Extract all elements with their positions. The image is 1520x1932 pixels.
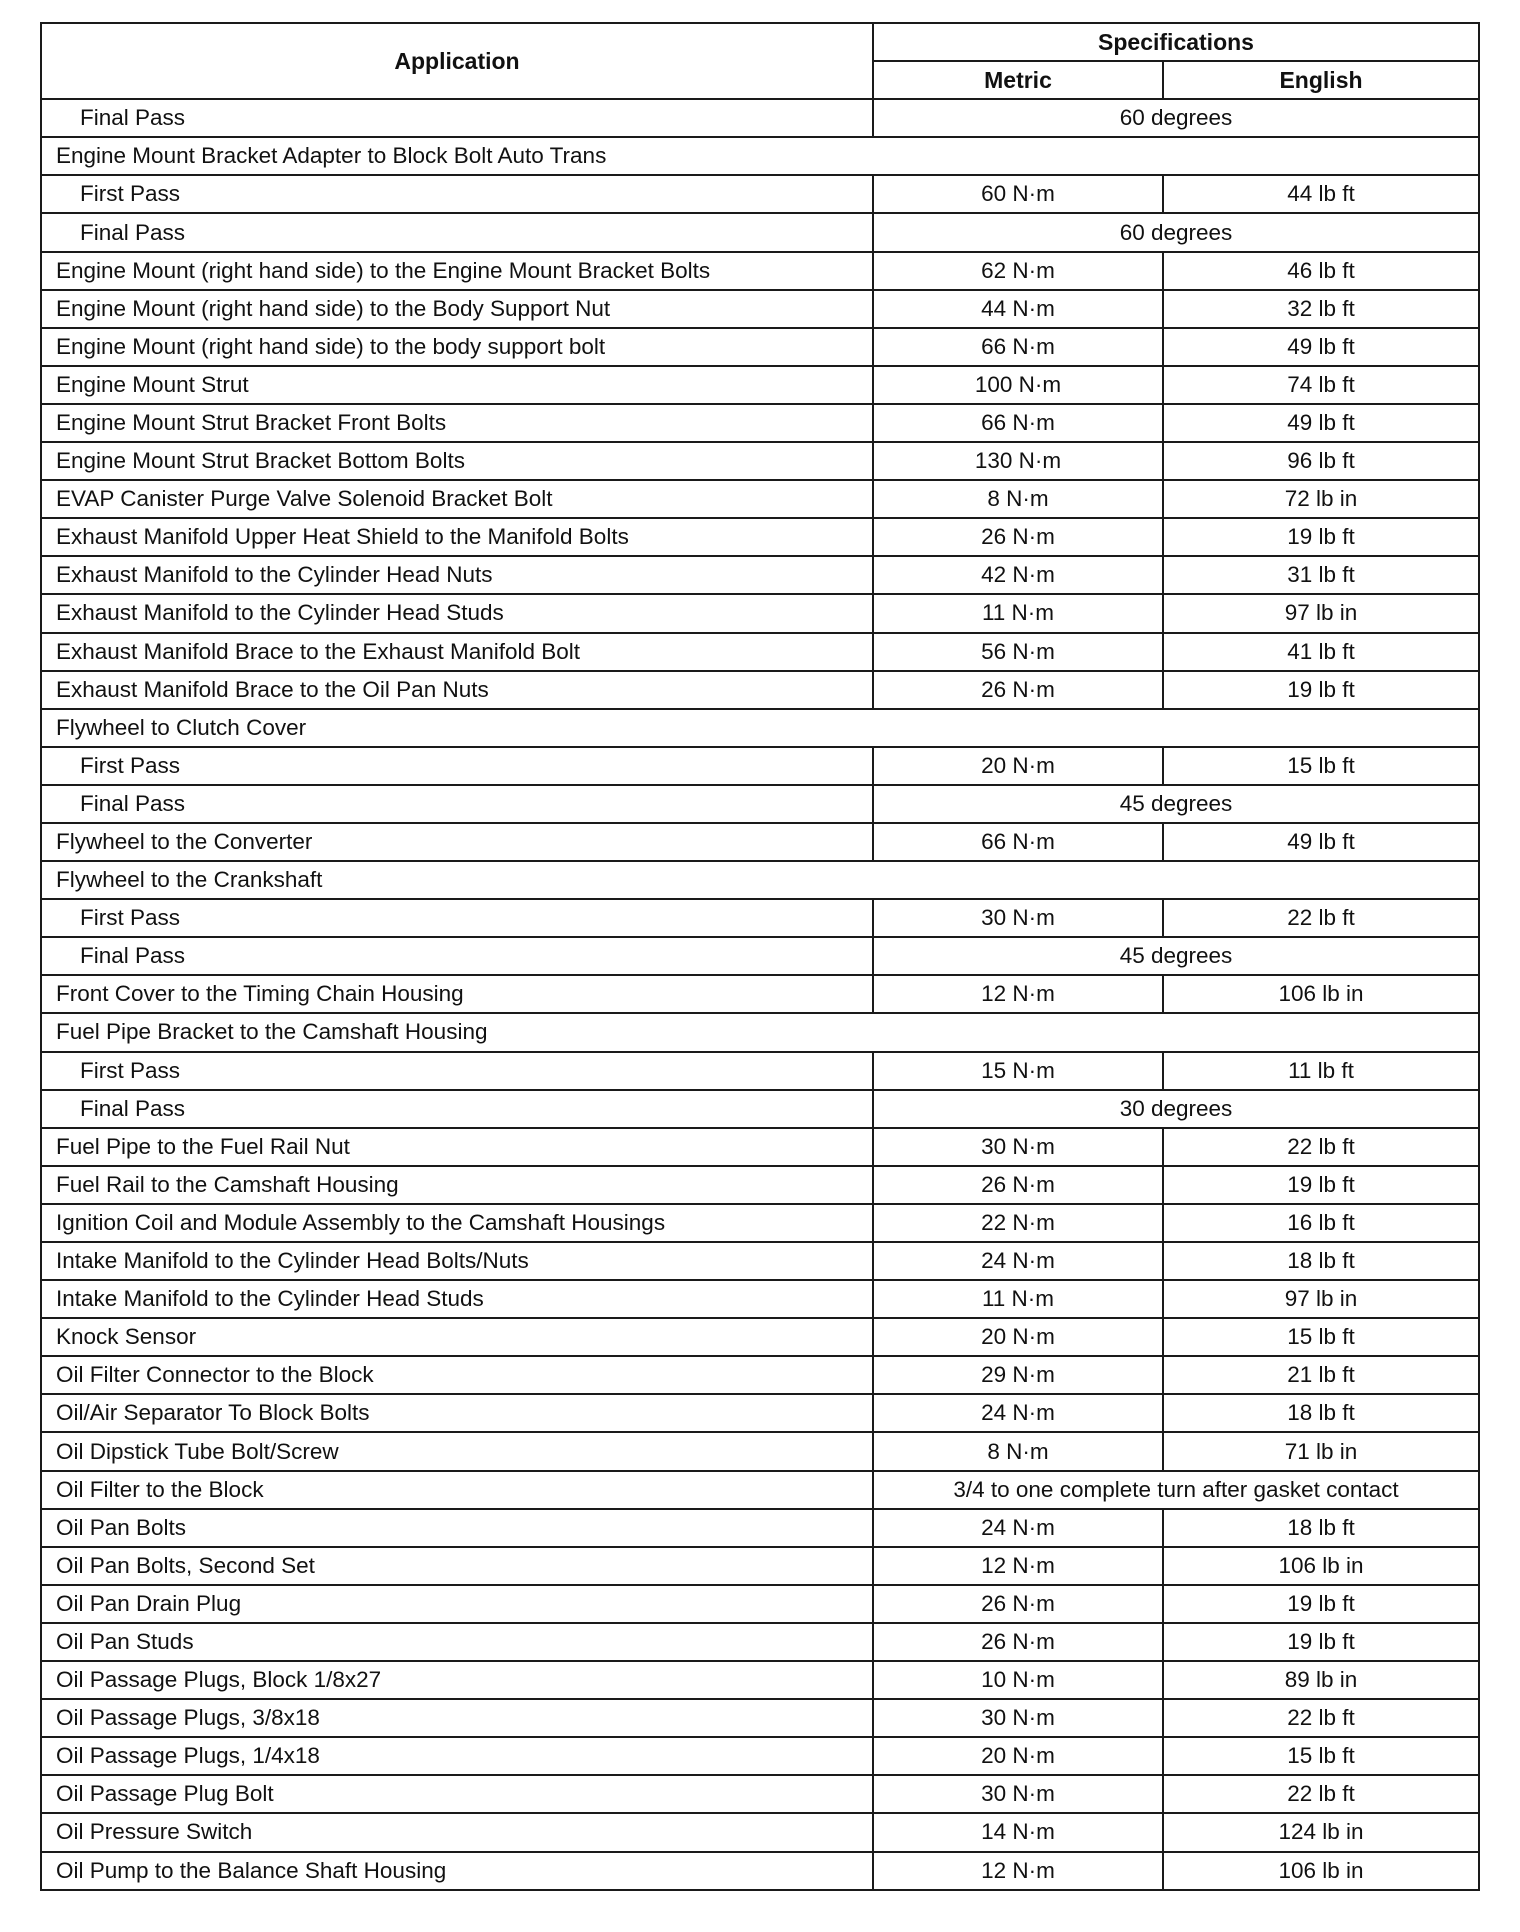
metric-cell: 20 N·m — [873, 1737, 1163, 1775]
english-cell: 16 lb ft — [1163, 1204, 1479, 1242]
spec-combined-cell: 45 degrees — [873, 785, 1479, 823]
metric-cell: 26 N·m — [873, 1623, 1163, 1661]
table-row — [41, 1280, 1479, 1318]
english-cell: 44 lb ft — [1163, 175, 1479, 213]
table-row — [41, 1737, 1479, 1775]
application-cell: Exhaust Manifold Upper Heat Shield to the Manifold Bolts — [41, 518, 873, 556]
application-cell: Flywheel to the Crankshaft — [41, 861, 1479, 899]
table-body — [41, 99, 1479, 1889]
metric-cell: 56 N·m — [873, 633, 1163, 671]
metric-cell: 30 N·m — [873, 1775, 1163, 1813]
metric-cell: 12 N·m — [873, 975, 1163, 1013]
table-row — [41, 1775, 1479, 1813]
table-row — [41, 1052, 1479, 1090]
table-row — [41, 823, 1479, 861]
header-specifications: Specifications — [873, 23, 1479, 61]
english-cell: 15 lb ft — [1163, 747, 1479, 785]
application-cell: Final Pass — [41, 1090, 873, 1128]
application-cell: First Pass — [41, 899, 873, 937]
metric-cell: 29 N·m — [873, 1356, 1163, 1394]
metric-cell: 8 N·m — [873, 1432, 1163, 1470]
table-row — [41, 366, 1479, 404]
table-row — [41, 1471, 1479, 1509]
application-cell: Oil Pan Bolts — [41, 1509, 873, 1547]
application-cell: EVAP Canister Purge Valve Solenoid Bracket Bolt — [41, 480, 873, 518]
table-row — [41, 556, 1479, 594]
metric-cell: 12 N·m — [873, 1547, 1163, 1585]
english-cell: 71 lb in — [1163, 1432, 1479, 1470]
metric-cell: 24 N·m — [873, 1394, 1163, 1432]
table-row — [41, 442, 1479, 480]
spec-combined-cell: 45 degrees — [873, 937, 1479, 975]
table-row — [41, 975, 1479, 1013]
table-row — [41, 1356, 1479, 1394]
application-cell: Intake Manifold to the Cylinder Head Studs — [41, 1280, 873, 1318]
metric-cell: 12 N·m — [873, 1852, 1163, 1890]
metric-cell: 15 N·m — [873, 1052, 1163, 1090]
table-row — [41, 518, 1479, 556]
application-cell: First Pass — [41, 175, 873, 213]
metric-cell: 30 N·m — [873, 1699, 1163, 1737]
table-row — [41, 1547, 1479, 1585]
metric-cell: 100 N·m — [873, 366, 1163, 404]
application-cell: Oil Passage Plugs, 1/4x18 — [41, 1737, 873, 1775]
table-row — [41, 404, 1479, 442]
metric-cell: 8 N·m — [873, 480, 1163, 518]
table-row — [41, 1509, 1479, 1547]
english-cell: 22 lb ft — [1163, 899, 1479, 937]
english-cell: 97 lb in — [1163, 594, 1479, 632]
table-row — [41, 747, 1479, 785]
application-cell: First Pass — [41, 747, 873, 785]
table-row — [41, 861, 1479, 899]
english-cell: 18 lb ft — [1163, 1242, 1479, 1280]
english-cell: 18 lb ft — [1163, 1394, 1479, 1432]
header-row-top — [41, 23, 1479, 61]
table-row — [41, 1661, 1479, 1699]
application-cell: Final Pass — [41, 937, 873, 975]
english-cell: 31 lb ft — [1163, 556, 1479, 594]
application-cell: Fuel Rail to the Camshaft Housing — [41, 1166, 873, 1204]
application-cell: Oil Pressure Switch — [41, 1813, 873, 1851]
application-cell: Oil Pump to the Balance Shaft Housing — [41, 1852, 873, 1890]
english-cell: 46 lb ft — [1163, 252, 1479, 290]
english-cell: 41 lb ft — [1163, 633, 1479, 671]
table-row — [41, 1623, 1479, 1661]
english-cell: 19 lb ft — [1163, 1166, 1479, 1204]
application-cell: Front Cover to the Timing Chain Housing — [41, 975, 873, 1013]
application-cell: Flywheel to the Converter — [41, 823, 873, 861]
table-row — [41, 1699, 1479, 1737]
english-cell: 74 lb ft — [1163, 366, 1479, 404]
application-cell: Oil Pan Bolts, Second Set — [41, 1547, 873, 1585]
metric-cell: 66 N·m — [873, 823, 1163, 861]
table-row — [41, 1852, 1479, 1890]
english-cell: 97 lb in — [1163, 1280, 1479, 1318]
table-row — [41, 1585, 1479, 1623]
english-cell: 32 lb ft — [1163, 290, 1479, 328]
header-application: Application — [41, 23, 873, 99]
metric-cell: 20 N·m — [873, 1318, 1163, 1356]
application-cell: Exhaust Manifold Brace to the Exhaust Manifold Bolt — [41, 633, 873, 671]
application-cell: Oil Pan Studs — [41, 1623, 873, 1661]
table-row — [41, 99, 1479, 137]
metric-cell: 60 N·m — [873, 175, 1163, 213]
metric-cell: 22 N·m — [873, 1204, 1163, 1242]
metric-cell: 11 N·m — [873, 1280, 1163, 1318]
table-header — [41, 23, 1479, 99]
application-cell: Oil Pan Drain Plug — [41, 1585, 873, 1623]
table-row — [41, 1432, 1479, 1470]
table-row — [41, 213, 1479, 251]
metric-cell: 66 N·m — [873, 328, 1163, 366]
english-cell: 96 lb ft — [1163, 442, 1479, 480]
application-cell: Engine Mount Strut Bracket Bottom Bolts — [41, 442, 873, 480]
application-cell: Final Pass — [41, 213, 873, 251]
application-cell: First Pass — [41, 1052, 873, 1090]
table-row — [41, 937, 1479, 975]
application-cell: Oil Passage Plug Bolt — [41, 1775, 873, 1813]
english-cell: 19 lb ft — [1163, 518, 1479, 556]
table-row — [41, 899, 1479, 937]
application-cell: Engine Mount (right hand side) to the Body Support Nut — [41, 290, 873, 328]
table-row — [41, 1394, 1479, 1432]
table-row — [41, 328, 1479, 366]
application-cell: Exhaust Manifold to the Cylinder Head Nuts — [41, 556, 873, 594]
torque-spec-table — [40, 22, 1480, 1891]
metric-cell: 30 N·m — [873, 899, 1163, 937]
metric-cell: 10 N·m — [873, 1661, 1163, 1699]
english-cell: 49 lb ft — [1163, 823, 1479, 861]
metric-cell: 11 N·m — [873, 594, 1163, 632]
english-cell: 72 lb in — [1163, 480, 1479, 518]
english-cell: 89 lb in — [1163, 1661, 1479, 1699]
application-cell: Engine Mount Bracket Adapter to Block Bolt Auto Trans — [41, 137, 1479, 175]
table-row — [41, 1242, 1479, 1280]
metric-cell: 130 N·m — [873, 442, 1163, 480]
english-cell: 18 lb ft — [1163, 1509, 1479, 1547]
metric-cell: 26 N·m — [873, 518, 1163, 556]
table-row — [41, 594, 1479, 632]
english-cell: 21 lb ft — [1163, 1356, 1479, 1394]
english-cell: 15 lb ft — [1163, 1318, 1479, 1356]
english-cell: 11 lb ft — [1163, 1052, 1479, 1090]
table-row — [41, 252, 1479, 290]
table-row — [41, 785, 1479, 823]
table-row — [41, 1318, 1479, 1356]
english-cell: 22 lb ft — [1163, 1775, 1479, 1813]
application-cell: Engine Mount Strut Bracket Front Bolts — [41, 404, 873, 442]
metric-cell: 66 N·m — [873, 404, 1163, 442]
english-cell: 49 lb ft — [1163, 404, 1479, 442]
metric-cell: 24 N·m — [873, 1509, 1163, 1547]
spec-combined-cell: 3/4 to one complete turn after gasket contact — [873, 1471, 1479, 1509]
header-metric: Metric — [873, 61, 1163, 99]
english-cell: 22 lb ft — [1163, 1699, 1479, 1737]
table-row — [41, 709, 1479, 747]
metric-cell: 26 N·m — [873, 1166, 1163, 1204]
application-cell: Exhaust Manifold Brace to the Oil Pan Nuts — [41, 671, 873, 709]
application-cell: Final Pass — [41, 99, 873, 137]
metric-cell: 26 N·m — [873, 1585, 1163, 1623]
table-row — [41, 1813, 1479, 1851]
table-row — [41, 1128, 1479, 1166]
spec-combined-cell: 60 degrees — [873, 99, 1479, 137]
english-cell: 49 lb ft — [1163, 328, 1479, 366]
table-row — [41, 480, 1479, 518]
application-cell: Oil/Air Separator To Block Bolts — [41, 1394, 873, 1432]
application-cell: Intake Manifold to the Cylinder Head Bolts/Nuts — [41, 1242, 873, 1280]
application-cell: Engine Mount Strut — [41, 366, 873, 404]
metric-cell: 62 N·m — [873, 252, 1163, 290]
application-cell: Oil Filter Connector to the Block — [41, 1356, 873, 1394]
application-cell: Fuel Pipe Bracket to the Camshaft Housing — [41, 1013, 1479, 1051]
metric-cell: 44 N·m — [873, 290, 1163, 328]
english-cell: 124 lb in — [1163, 1813, 1479, 1851]
application-cell: Exhaust Manifold to the Cylinder Head Studs — [41, 594, 873, 632]
table-row — [41, 1013, 1479, 1051]
spec-combined-cell: 60 degrees — [873, 213, 1479, 251]
metric-cell: 26 N·m — [873, 671, 1163, 709]
english-cell: 106 lb in — [1163, 1852, 1479, 1890]
metric-cell: 42 N·m — [873, 556, 1163, 594]
metric-cell: 14 N·m — [873, 1813, 1163, 1851]
table-row — [41, 290, 1479, 328]
application-cell: Oil Dipstick Tube Bolt/Screw — [41, 1432, 873, 1470]
metric-cell: 20 N·m — [873, 747, 1163, 785]
application-cell: Oil Filter to the Block — [41, 1471, 873, 1509]
table-row — [41, 137, 1479, 175]
application-cell: Oil Passage Plugs, 3/8x18 — [41, 1699, 873, 1737]
english-cell: 106 lb in — [1163, 1547, 1479, 1585]
table-row — [41, 633, 1479, 671]
table-row — [41, 671, 1479, 709]
table-row — [41, 1204, 1479, 1242]
application-cell: Engine Mount (right hand side) to the Engine Mount Bracket Bolts — [41, 252, 873, 290]
header-english: English — [1163, 61, 1479, 99]
table-row — [41, 1166, 1479, 1204]
table-row — [41, 175, 1479, 213]
english-cell: 22 lb ft — [1163, 1128, 1479, 1166]
application-cell: Knock Sensor — [41, 1318, 873, 1356]
application-cell: Final Pass — [41, 785, 873, 823]
application-cell: Oil Passage Plugs, Block 1/8x27 — [41, 1661, 873, 1699]
table-row — [41, 1090, 1479, 1128]
english-cell: 15 lb ft — [1163, 1737, 1479, 1775]
english-cell: 19 lb ft — [1163, 671, 1479, 709]
application-cell: Ignition Coil and Module Assembly to the Camshaft Housings — [41, 1204, 873, 1242]
application-cell: Flywheel to Clutch Cover — [41, 709, 1479, 747]
spec-combined-cell: 30 degrees — [873, 1090, 1479, 1128]
english-cell: 106 lb in — [1163, 975, 1479, 1013]
metric-cell: 30 N·m — [873, 1128, 1163, 1166]
application-cell: Fuel Pipe to the Fuel Rail Nut — [41, 1128, 873, 1166]
english-cell: 19 lb ft — [1163, 1623, 1479, 1661]
english-cell: 19 lb ft — [1163, 1585, 1479, 1623]
application-cell: Engine Mount (right hand side) to the body support bolt — [41, 328, 873, 366]
metric-cell: 24 N·m — [873, 1242, 1163, 1280]
